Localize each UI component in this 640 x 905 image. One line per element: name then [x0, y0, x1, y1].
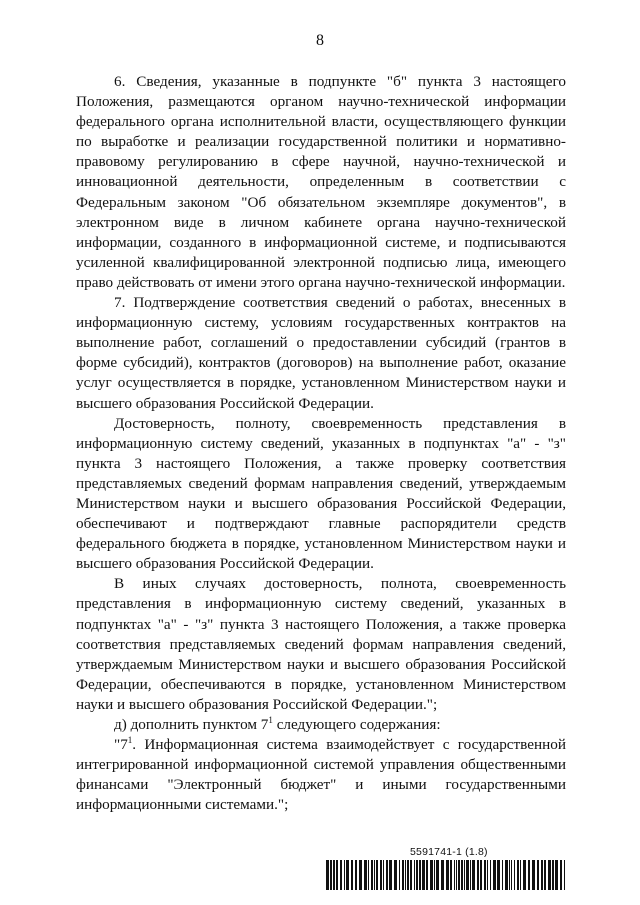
- barcode-bar: [436, 860, 439, 890]
- barcode-bar: [410, 860, 412, 890]
- barcode-bar: [407, 860, 409, 890]
- barcode-bar: [368, 860, 369, 890]
- barcode-bar: [416, 860, 418, 890]
- barcode-bar: [371, 860, 373, 890]
- barcode-bar: [502, 860, 503, 890]
- barcode-bar: [555, 860, 558, 890]
- barcode-bar: [330, 860, 332, 890]
- barcode-bar: [497, 860, 500, 890]
- barcode-bar: [386, 860, 388, 890]
- barcode-bar: [472, 860, 475, 890]
- barcode-bar: [466, 860, 469, 890]
- barcode-bar: [560, 860, 562, 890]
- barcode-bar: [454, 860, 455, 890]
- paragraph-7-1-interaction: [76, 735, 566, 815]
- barcode-bar: [509, 860, 510, 890]
- barcode-bar: [374, 860, 375, 890]
- barcode-bar: [548, 860, 551, 890]
- barcode-bar: [364, 860, 367, 890]
- barcode-bar: [552, 860, 554, 890]
- barcode-bar: [405, 860, 406, 890]
- barcode-bar: [517, 860, 519, 890]
- barcode-bar: [383, 860, 384, 890]
- barcode-bar: [490, 860, 491, 890]
- barcode-bar: [376, 860, 378, 890]
- superscript-marker: 1: [127, 735, 133, 746]
- barcode-bar: [434, 860, 435, 890]
- barcode-bar: [326, 860, 329, 890]
- barcode-bar: [456, 860, 457, 890]
- barcode-bar: [402, 860, 404, 890]
- barcode-bar: [484, 860, 486, 890]
- document-body: [76, 72, 566, 815]
- barcode-bar: [511, 860, 512, 890]
- barcode-bar: [537, 860, 539, 890]
- barcode-bar: [450, 860, 452, 890]
- barcode-bar: [532, 860, 535, 890]
- barcode-bar: [340, 860, 342, 890]
- barcode-bar: [446, 860, 449, 890]
- barcode-bar: [541, 860, 543, 890]
- paragraph-7-confirmation: 7. Подтверждение соответствия сведений о работах, внесенных в информационную систему, условиям государственных контрактов на выполнение работ, соглашений о предоставлении субсидий (грантов в форме субсидий), контрактов (договоров) на выполнение работ, оказание услуг осуществляется в порядке, установленном Министерством науки и высшего образования Российской Федерации.: [76, 294, 566, 412]
- barcode-bar: [477, 860, 479, 890]
- barcode-bar: [493, 860, 496, 890]
- barcode-bar: [544, 860, 546, 890]
- amendment-text-end: следующего содержания:: [272, 716, 441, 733]
- clause-number: "7: [114, 736, 128, 754]
- paragraph-reliability-chief-managers: Достоверность, полноту, своевременность представления в информационную систему сведений, указанных в подпунктах "а" - "з" пункта 3 настоящего Положения, а также проверку соответствия представляемых сведений формам направления сведений, утверждаемым Министерством науки и высшего образования Российской Федерации, обеспечивают и подтверждают главные распорядители средств федерального бюджета в порядке, установленном Министерством науки и высшего образования Российской Федерации.: [76, 414, 566, 573]
- superscript-marker: 1: [268, 715, 273, 725]
- barcode-bar: [399, 860, 400, 890]
- barcode-bar: [528, 860, 530, 890]
- barcode-bar: [426, 860, 428, 890]
- barcode-bar: [505, 860, 508, 890]
- barcode-bar: [520, 860, 521, 890]
- barcode-bar: [422, 860, 425, 890]
- barcode-bar: [346, 860, 349, 890]
- barcode-bar: [389, 860, 392, 890]
- barcode-bar: [351, 860, 353, 890]
- barcode-bar: [464, 860, 465, 890]
- barcode-bar: [441, 860, 444, 890]
- barcode-bar: [419, 860, 421, 890]
- barcode-bar: [333, 860, 335, 890]
- barcode-bar: [523, 860, 526, 890]
- barcode-bar: [380, 860, 382, 890]
- clause-text: . Информационная система взаимодействует с государственной интегрированной информационной системой управления общественными финансами "Электронный бюджет" и иными государственными информационными системами.";: [76, 736, 566, 814]
- barcode-bar: [564, 860, 565, 890]
- page-number: 8: [316, 32, 324, 49]
- barcode-bar: [359, 860, 362, 890]
- barcode-bar: [355, 860, 357, 890]
- barcode-bar: [487, 860, 488, 890]
- barcode-bar: [461, 860, 463, 890]
- amendment-text-start: д) дополнить пунктом 7: [114, 716, 269, 733]
- barcode-bar: [470, 860, 471, 890]
- barcode-bar: [414, 860, 415, 890]
- barcode-bar: [394, 860, 397, 890]
- barcode-bar: [480, 860, 482, 890]
- subparagraph-d-amendment: [76, 715, 566, 735]
- barcode-bar: [458, 860, 460, 890]
- barcode-bar: [336, 860, 338, 890]
- barcode-bar: [430, 860, 433, 890]
- document-code: 5591741-1 (1.8): [410, 846, 488, 858]
- paragraph-other-cases: В иных случаях достоверность, полнота, своевременность представления в информационную систему сведений, указанных в подпунктах "а" - "з" пункта 3 настоящего Положения, а также проверка соответствия представляемых сведений формам направления сведений, утверждаемым Министерством науки и высшего образования Российской Федерации, обеспечиваются в порядке, установленном Министерством науки и высшего образования Российской Федерации.";: [76, 575, 566, 713]
- barcode-bar: [514, 860, 515, 890]
- barcode: [326, 860, 568, 890]
- barcode-bar: [344, 860, 345, 890]
- paragraph-6-information-placement: 6. Сведения, указанные в подпункте "б" пункта 3 настоящего Положения, размещаются органом научно-технической информации федерального органа исполнительной власти, осуществляющего функции по выработке и реализации государственной политики и нормативно-правовому регулированию в сфере научной, научно-технической и инновационной деятельности, определенным в соответствии с Федеральным законом "Об обязательном экземпляре документов", в электронном виде в личном кабинете органа научно-технической информации, созданного в информационной системе, и подписываются усиленной квалифицированной электронной подписью лица, имеющего право действовать от имени этого органа научно-технической информации.: [76, 73, 566, 291]
